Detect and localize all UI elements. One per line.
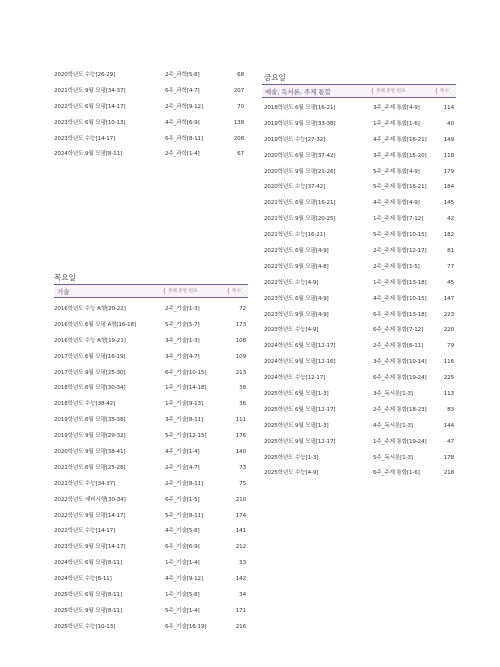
source-cell: 2016학년도 수능 A형[20-22] <box>54 306 126 312</box>
science-index-table <box>54 68 244 163</box>
code-cell: 1주_주제 통합[13-18] <box>373 279 427 286</box>
table-row <box>54 413 246 429</box>
count-cell: 174 <box>235 512 246 519</box>
count-cell: 213 <box>235 369 246 376</box>
code-cell: 1주_주제 통합[1-6] <box>373 120 420 127</box>
table-row <box>264 260 454 276</box>
code-cell: 2주_과학[5-8] <box>165 72 200 78</box>
table-row <box>54 318 246 334</box>
count-cell: 220 <box>443 327 454 334</box>
count-cell: 141 <box>235 528 246 535</box>
source-cell: 2025학년도 6월 모평[8-11] <box>54 592 122 599</box>
source-cell: 2021학년도 수능[16-21] <box>264 232 326 239</box>
code-cell: 6주_주제 통합[7-12] <box>373 327 424 334</box>
code-cell: 1주_기술[5-8] <box>165 592 200 599</box>
source-cell: 2023학년도 수능[14-17] <box>54 135 116 142</box>
code-cell: 6주_기술[16-19] <box>165 623 207 630</box>
code-cell: 2주_과학[1-4] <box>165 151 200 158</box>
count-cell: 75 <box>239 480 246 487</box>
count-cell: 178 <box>443 454 454 461</box>
count-cell: 184 <box>443 184 454 191</box>
source-cell: 2024학년도 6월 모평[12-17] <box>264 343 336 350</box>
count-cell: 111 <box>235 417 246 424</box>
count-cell: 109 <box>235 353 246 360</box>
table-row <box>264 466 454 482</box>
table-row <box>54 604 246 620</box>
count-cell: 149 <box>443 136 454 143</box>
code-cell: 4주_과학[6-9] <box>165 119 200 126</box>
code-cell: 6주_과학[8-11] <box>165 135 203 142</box>
code-cell: 2주_기술[8-11] <box>165 480 203 487</box>
table-row <box>54 556 246 572</box>
friday-label: 금요일 <box>264 73 286 82</box>
table-row <box>54 366 246 382</box>
table-row <box>54 68 244 84</box>
code-cell: 4주_기술[1-4] <box>165 449 200 456</box>
header-count: 쪽수 <box>436 88 449 94</box>
count-cell: 108 <box>235 337 246 344</box>
table-row <box>54 477 246 493</box>
source-cell: 2021학년도 6월 모평[16-21] <box>264 200 336 207</box>
code-cell: 2주_주제 통합[1-5] <box>373 263 420 270</box>
code-cell: 1주_주제 통합[19-24] <box>373 438 427 445</box>
count-cell: 45 <box>447 279 454 286</box>
count-cell: 33 <box>239 560 246 567</box>
count-cell: 47 <box>447 438 454 445</box>
code-cell: 4주_주제 통합[10-15] <box>373 295 427 302</box>
code-cell: 2주_과학[9-12] <box>165 103 203 110</box>
count-cell: 67 <box>237 151 244 158</box>
count-cell: 114 <box>443 105 454 111</box>
count-cell: 77 <box>447 263 454 270</box>
code-cell: 5주_기술[12-15] <box>165 433 207 440</box>
header-title: 기술 <box>57 288 70 296</box>
count-cell: 223 <box>443 311 454 318</box>
code-cell: 4주_기술[5-8] <box>165 528 200 535</box>
table-row <box>264 133 454 149</box>
source-cell: 2025학년도 9월 모평[1-3] <box>264 422 329 429</box>
source-cell: 2019학년도 6월 모평[35-38] <box>54 417 126 424</box>
count-cell: 40 <box>447 120 454 127</box>
header-count: 쪽수 <box>228 288 241 294</box>
count-cell: 34 <box>239 592 246 599</box>
count-cell: 38 <box>239 385 246 392</box>
source-cell: 2016학년도 수능 A형[19-21] <box>54 337 126 344</box>
table-row <box>264 419 454 435</box>
count-cell: 182 <box>443 232 454 239</box>
code-cell: 3주_기술[1-3] <box>165 337 200 344</box>
table-row <box>264 292 454 308</box>
table-row <box>264 228 454 244</box>
table-row <box>54 572 246 588</box>
source-cell: 2025학년도 수능[1-3] <box>264 454 319 461</box>
table-row <box>264 387 454 403</box>
source-cell: 2024학년도 9월 모평[8-11] <box>54 151 122 158</box>
source-cell: 2022학년도 수능[4-9] <box>264 279 319 286</box>
table-row <box>264 196 454 212</box>
source-cell: 2022학년도 6월 모평[4-9] <box>264 248 329 255</box>
table-row <box>54 334 246 350</box>
source-cell: 2021학년도 9월 모평[34-37] <box>54 87 126 94</box>
code-cell: 6주_기술[10-15] <box>165 369 207 376</box>
friday-header <box>262 84 456 98</box>
table-row <box>264 149 454 165</box>
table-row <box>54 524 246 540</box>
source-cell: 2019학년도 9월 모평[29-32] <box>54 433 126 440</box>
source-cell: 2023학년도 수능[4-9] <box>264 327 319 334</box>
count-cell: 171 <box>235 607 246 614</box>
table-row <box>54 302 246 318</box>
count-cell: 118 <box>443 152 454 159</box>
code-cell: 2주_기술[1-3] <box>165 306 200 312</box>
code-cell: 4주_주제 통합[16-21] <box>373 136 427 143</box>
code-cell: 6주_주제 통합[19-24] <box>373 375 427 382</box>
code-cell: 5주_기술[1-4] <box>165 607 200 614</box>
table-row <box>264 117 454 133</box>
table-row <box>54 429 246 445</box>
source-cell: 2018학년도 6월 모평[16-21] <box>264 105 336 111</box>
source-cell: 2021학년도 수능[34-37] <box>54 480 116 487</box>
source-cell: 2024학년도 수능[8-11] <box>54 576 112 583</box>
code-cell: 5주_주제 통합[10-15] <box>373 232 427 239</box>
source-cell: 2020학년도 9월 모평[21-26] <box>264 168 336 175</box>
count-cell: 70 <box>237 103 244 110</box>
table-row <box>54 350 246 366</box>
source-cell: 2025학년도 6월 모평[12-17] <box>264 406 336 413</box>
count-cell: 83 <box>447 406 454 413</box>
count-cell: 207 <box>233 87 244 94</box>
source-cell: 2021학년도 9월 모평[20-25] <box>264 216 336 223</box>
code-cell: 5주_주제 통합[4-9] <box>373 168 420 175</box>
code-cell: 3주_기술[8-11] <box>165 417 203 424</box>
table-row <box>264 180 454 196</box>
count-cell: 173 <box>235 321 246 328</box>
table-row <box>264 276 454 292</box>
count-cell: 212 <box>235 544 246 551</box>
table-row <box>54 493 246 509</box>
count-cell: 210 <box>235 496 246 503</box>
header-title: 예술, 독서론, 주제 통합 <box>265 88 331 96</box>
count-cell: 208 <box>233 135 244 142</box>
count-cell: 142 <box>235 576 246 583</box>
table-row <box>264 212 454 228</box>
code-cell: 5주_기술[5-7] <box>165 321 200 328</box>
table-row <box>54 588 246 604</box>
code-cell: 4주_주제 통합[4-9] <box>373 200 420 207</box>
table-row <box>54 100 244 116</box>
count-cell: 216 <box>235 623 246 630</box>
code-cell: 3주_기술[4-7] <box>165 353 200 360</box>
source-cell: 2025학년도 9월 모평[12-17] <box>264 438 336 445</box>
table-row <box>54 509 246 525</box>
table-row <box>54 84 244 100</box>
count-cell: 116 <box>443 359 454 366</box>
code-cell: 1주_주제 통합[7-12] <box>373 216 424 223</box>
code-cell: 3주_독서론[1-3] <box>373 391 413 398</box>
count-cell: 79 <box>447 343 454 350</box>
source-cell: 2024학년도 9월 모평[12-16] <box>264 359 336 366</box>
table-row <box>264 355 454 371</box>
source-cell: 2020학년도 수능[37-42] <box>264 184 326 191</box>
source-cell: 2016학년도 6월 모평 A형[16-18] <box>54 321 136 328</box>
source-cell: 2024학년도 6월 모평[8-11] <box>54 560 122 567</box>
table-row <box>54 116 244 132</box>
count-cell: 225 <box>443 375 454 382</box>
table-row <box>54 540 246 556</box>
count-cell: 179 <box>443 168 454 175</box>
source-cell: 2020학년도 6월 모평[37-42] <box>264 152 336 159</box>
table-row <box>54 147 244 163</box>
source-cell: 2023학년도 9월 모평[14-17] <box>54 544 126 551</box>
source-cell: 2022학년도 수능[14-17] <box>54 528 116 535</box>
table-row <box>54 132 244 148</box>
code-cell: 5주_기술[8-11] <box>165 512 203 519</box>
table-row <box>264 339 454 355</box>
count-cell: 72 <box>239 306 246 312</box>
source-cell: 2018학년도 6월 모평[30-34] <box>54 385 126 392</box>
code-cell: 1주_기술[9-13] <box>165 401 203 408</box>
code-cell: 6주_기술[6-9] <box>165 544 200 551</box>
header-code: 본책 문항 번호 <box>372 88 406 94</box>
table-row <box>264 308 454 324</box>
table-row <box>264 165 454 181</box>
source-cell: 2021학년도 6월 모평[25-28] <box>54 464 126 471</box>
table-row <box>264 403 454 419</box>
code-cell: 1주_기술[14-18] <box>165 385 207 392</box>
count-cell: 145 <box>443 200 454 207</box>
code-cell: 6주_기술[1-5] <box>165 496 200 503</box>
code-cell: 2주_주제 통합[12-17] <box>373 248 427 255</box>
count-cell: 176 <box>235 433 246 440</box>
source-cell: 2019학년도 9월 모평[33-38] <box>264 120 336 127</box>
code-cell: 2주_기술[4-7] <box>165 464 200 471</box>
count-cell: 68 <box>237 72 244 78</box>
source-cell: 2018학년도 수능[38-42] <box>54 401 116 408</box>
thursday-label: 목요일 <box>54 273 76 282</box>
source-cell: 2017학년도 6월 모평[16-19] <box>54 353 126 360</box>
source-cell: 2023학년도 9월 모평[4-9] <box>264 311 329 318</box>
code-cell: 2주_주제 통합[6-11] <box>373 343 424 350</box>
count-cell: 81 <box>447 248 454 255</box>
count-cell: 113 <box>443 391 454 398</box>
source-cell: 2025학년도 9월 모평[8-11] <box>54 607 122 614</box>
source-cell: 2025학년도 수능[4-9] <box>264 470 319 477</box>
table-row <box>264 451 454 467</box>
count-cell: 36 <box>239 401 246 408</box>
source-cell: 2023학년도 6월 모평[10-13] <box>54 119 126 126</box>
thursday-header <box>54 284 248 298</box>
source-cell: 2020학년도 수능[26-29] <box>54 72 116 78</box>
source-cell: 2022학년도 9월 모평[14-17] <box>54 512 126 519</box>
code-cell: 3주_주제 통합[15-20] <box>373 152 427 159</box>
table-row <box>54 620 246 636</box>
code-cell: 4주_독서론[1-3] <box>373 422 413 429</box>
source-cell: 2022학년도 9월 모평[4-8] <box>264 263 329 270</box>
table-row <box>54 381 246 397</box>
source-cell: 2019학년도 수능[27-32] <box>264 136 326 143</box>
source-cell: 2017학년도 9월 모평[25-30] <box>54 369 126 376</box>
table-row <box>54 445 246 461</box>
code-cell: 2주_주제 통합[18-23] <box>373 406 427 413</box>
header-code: 본책 문항 번호 <box>164 288 198 294</box>
code-cell: 3주_주제 통합[10-14] <box>373 359 427 366</box>
code-cell: 4주_기술[9-12] <box>165 576 203 583</box>
count-cell: 138 <box>233 119 244 126</box>
source-cell: 2020학년도 9월 모평[38-41] <box>54 449 126 456</box>
table-row <box>54 461 246 477</box>
code-cell: 6주_주제 통합[13-18] <box>373 311 427 318</box>
source-cell: 2022학년도 예비시행[30-34] <box>54 496 126 503</box>
code-cell: 3주_주제 통합[4-9] <box>373 105 420 111</box>
count-cell: 144 <box>443 422 454 429</box>
code-cell: 1주_기술[1-4] <box>165 560 200 567</box>
code-cell: 5주_주제 통합[16-21] <box>373 184 427 191</box>
count-cell: 140 <box>235 449 246 456</box>
table-row <box>54 397 246 413</box>
code-cell: 6주_과학[4-7] <box>165 87 200 94</box>
technology-index-table <box>54 302 246 636</box>
source-cell: 2025학년도 수능[10-13] <box>54 623 116 630</box>
table-row <box>264 435 454 451</box>
source-cell: 2022학년도 6월 모평[14-17] <box>54 103 126 110</box>
table-row <box>264 323 454 339</box>
table-row <box>264 101 454 117</box>
count-cell: 147 <box>443 295 454 302</box>
code-cell: 6주_주제 통합[1-6] <box>373 470 420 477</box>
integrated-index-table <box>264 101 454 482</box>
source-cell: 2024학년도 수능[12-17] <box>264 375 326 382</box>
source-cell: 2023학년도 6월 모평[4-9] <box>264 295 329 302</box>
table-row <box>264 371 454 387</box>
count-cell: 218 <box>443 470 454 477</box>
count-cell: 42 <box>447 216 454 223</box>
count-cell: 73 <box>239 464 246 471</box>
code-cell: 5주_독서론[1-3] <box>373 454 413 461</box>
table-row <box>264 244 454 260</box>
source-cell: 2025학년도 6월 모평[1-3] <box>264 391 329 398</box>
